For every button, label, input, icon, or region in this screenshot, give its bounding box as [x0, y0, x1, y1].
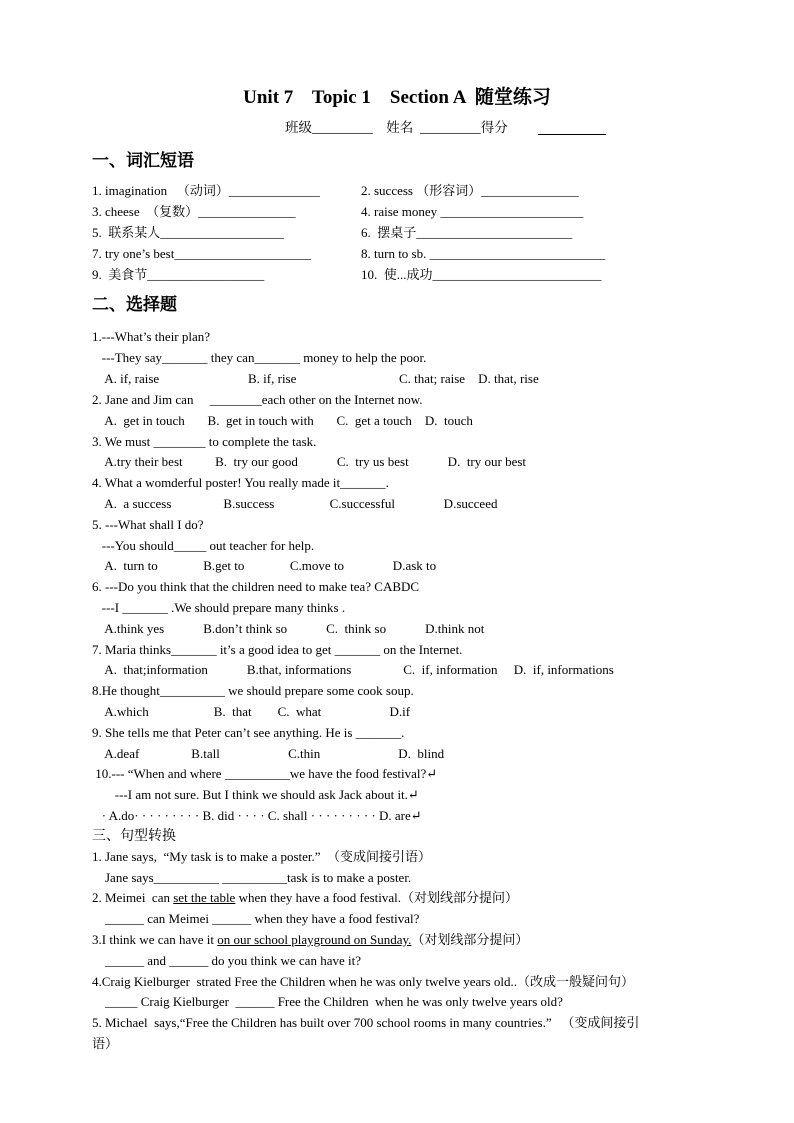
answer-line: ______ can Meimei ______ when they have a food festival? [92, 911, 420, 926]
question-text: 2. Meimei can [92, 890, 174, 905]
question-line: 5. Michael says,“Free the Children has built over 700 school rooms in many countries.” （变成间接引 [92, 1015, 640, 1030]
option-line: A. turn to B.get to C.move to D.ask to [92, 558, 437, 573]
question-text: （对划线部分提问） [411, 932, 529, 947]
option-line: A.deaf B.tall C.thin D. blind [92, 746, 445, 761]
score-blank [538, 134, 606, 135]
question-line: 语） [92, 1036, 119, 1051]
question-line: 4.Craig Kielburger strated Free the Children when he was only twelve years old..（改成一般疑问句） [92, 974, 635, 989]
question-line: 10.--- “When and where __________we have the food festival?↵ [92, 766, 438, 781]
question-line: 3. We must ________ to complete the task. [92, 434, 317, 449]
page-title: Unit 7 Topic 1 Section A 随堂练习 [243, 87, 551, 108]
vocab-item: 2. success （形容词）_______________ [361, 183, 579, 198]
question-line: 6. ---Do you think that the children need to make tea? CABDC [92, 579, 420, 594]
option-line: A.which B. that C. what D.if [92, 704, 411, 719]
question-line: 8.He thought__________ we should prepare some cook soup. [92, 683, 414, 698]
option-line: A. a success B.success C.successful D.succeed [92, 496, 498, 511]
question-line: 5. ---What shall I do? [92, 517, 204, 532]
vocab-item: 1. imagination （动词）______________ [92, 183, 320, 198]
answer-line: _____ Craig Kielburger ______ Free the Children when he was only twelve years old? [92, 994, 563, 1009]
question-line: 4. What a womderful poster! You really made it_______. [92, 475, 389, 490]
option-line: B. if, rise [248, 371, 297, 386]
question-line: 1. Jane says, “My task is to make a poster.” （变成间接引语） [92, 849, 432, 864]
vocab-item: 5. 联系某人___________________ [92, 225, 284, 240]
option-line: A. get in touch B. get in touch with C. get a touch D. touch [92, 413, 473, 428]
question-line [92, 890, 518, 906]
section-1-heading: 一、词汇短语 [92, 151, 194, 171]
question-line: ---I am not sure. But I think we should ask Jack about it.↵ [92, 787, 419, 802]
question-line: ---You should_____ out teacher for help. [92, 538, 315, 553]
question-line: ---They say_______ they can_______ money to help the poor. [92, 350, 427, 365]
option-line: C. that; raise D. that, rise [399, 371, 539, 386]
answer-line: Jane says__________ __________task is to make a poster. [92, 870, 412, 885]
option-line: A. if, raise [92, 371, 160, 386]
question-line: 9. She tells me that Peter can’t see anything. He is _______. [92, 725, 405, 740]
vocab-item: 10. 使...成功__________________________ [361, 267, 602, 282]
question-line: 7. Maria thinks_______ it’s a good idea to get _______ on the Internet. [92, 642, 463, 657]
vocab-item: 9. 美食节__________________ [92, 267, 265, 282]
answer-line: ______ and ______ do you think we can have it? [92, 953, 361, 968]
question-line: 1.---What’s their plan? [92, 329, 211, 344]
option-line: A.think yes B.don’t think so C. think so D.think not [92, 621, 485, 636]
underlined-phrase: set the table [173, 890, 236, 905]
vocab-item: 4. raise money ______________________ [361, 204, 584, 219]
question-text: 3.I think we can have it [92, 932, 218, 947]
option-line: · A.do· · · · · · · · · B. did · · · · C. shall · · · · · · · · · D. are↵ [92, 808, 422, 823]
header-fields: 班级_________ 姓名 _________得分 [285, 120, 508, 135]
question-line: 2. Jane and Jim can ________each other on the Internet now. [92, 392, 423, 407]
section-3-heading: 三、句型转换 [92, 828, 176, 844]
section-2-heading: 二、选择题 [92, 295, 177, 315]
option-line: A. that;information B.that, informations C. if, information D. if, informations [92, 662, 614, 677]
vocab-item: 8. turn to sb. ___________________________ [361, 246, 606, 261]
option-line: A.try their best B. try our good C. try us best D. try our best [92, 454, 527, 469]
underlined-phrase: on our school playground on Sunday. [217, 932, 412, 947]
vocab-item: 7. try one’s best_____________________ [92, 246, 311, 261]
vocab-item: 3. cheese （复数）_______________ [92, 204, 296, 219]
question-line [92, 932, 528, 948]
question-text: when they have a food festival.（对划线部分提问） [235, 890, 519, 905]
question-line: ---I _______ .We should prepare many thinks . [92, 600, 346, 615]
vocab-item: 6. 摆桌子________________________ [361, 225, 573, 240]
